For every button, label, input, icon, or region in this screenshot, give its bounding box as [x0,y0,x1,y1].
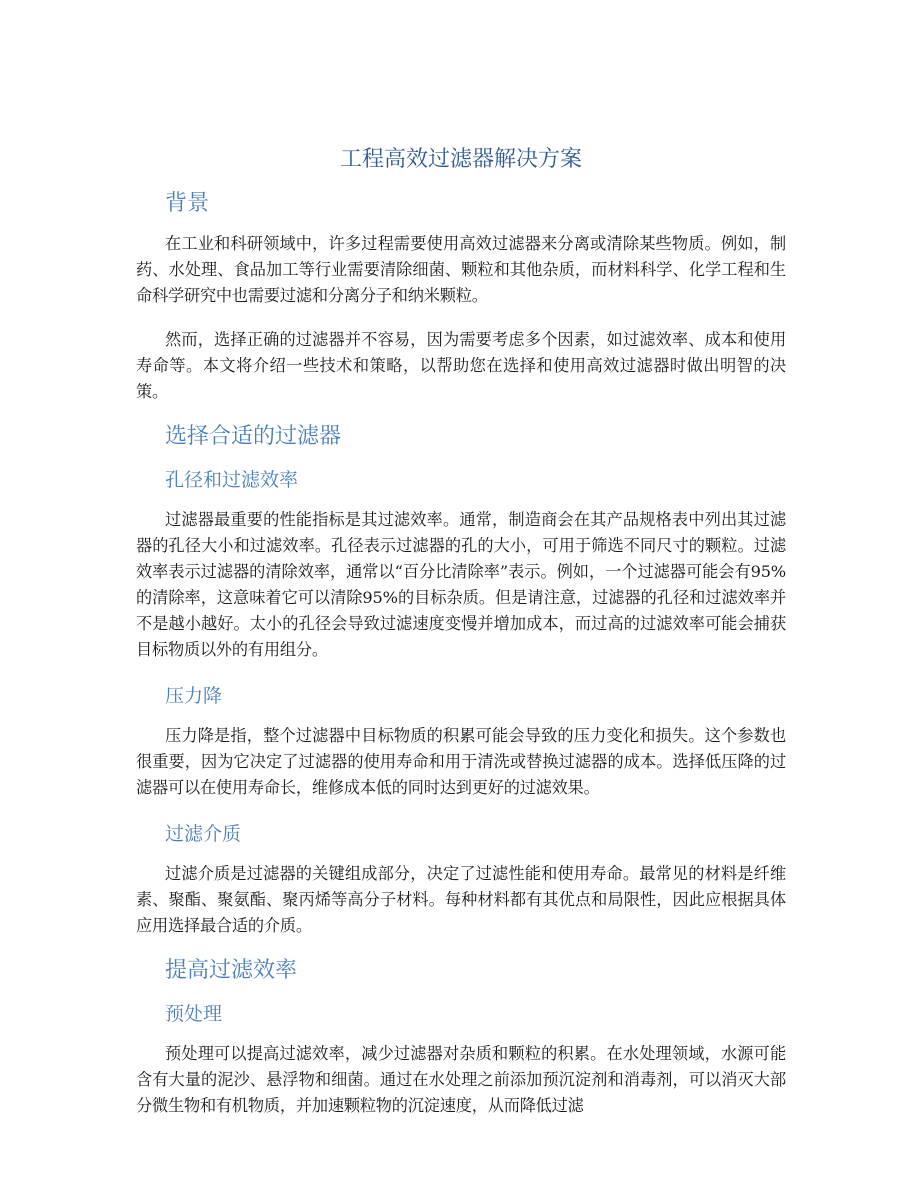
subsection-heading-pore-size: 孔径和过滤效率 [165,469,299,491]
subsection-heading-pressure-drop: 压力降 [165,685,223,707]
document-title: 工程高效过滤器解决方案 [339,147,582,172]
paragraph-pretreatment: 预处理可以提高过滤效率，减少过滤器对杂质和颗粒的积累。在水处理领域，水源可能含有大量的泥沙、悬浮物和细菌。通过在水处理之前添加预沉淀剂和消毒剂，可以消灭大部分微生物和有机物质，并加速颗粒物的沉淀速度，从而降低过滤 [136,1044,786,1115]
section-heading-choose-filter: 选择合适的过滤器 [165,424,342,449]
paragraph-background-2: 然而，选择正确的过滤器并不容易，因为需要考虑多个因素，如过滤效率、成本和使用寿命等。本文将介绍一些技术和策略，以帮助您在选择和使用高效过滤器时做出明智的决策。 [136,330,786,401]
paragraph-background-1: 在工业和科研领域中，许多过程需要使用高效过滤器来分离或清除某些物质。例如，制药、水处理、食品加工等行业需要清除细菌、颗粒和其他杂质，而材料科学、化学工程和生命科学研究中也需要过滤和分离分子和纳米颗粒。 [136,234,786,305]
paragraph-pore-size: 过滤器最重要的性能指标是其过滤效率。通常，制造商会在其产品规格表中列出其过滤器的孔径大小和过滤效率。孔径表示过滤器的孔的大小，可用于筛选不同尺寸的颗粒。过滤效率表示过滤器的清除效率，通常以“百分比清除率”表示。例如，一个过滤器可能会有95%的清除率，这意味着它可以清除95%的目标杂质。但是请注意，过滤器的孔径和过滤效率并不是越小越好。太小的孔径会导致过滤速度变慢并增加成本，而过高的过滤效率可能会捕获目标物质以外的有用组分。 [136,510,786,659]
subsection-heading-pretreatment: 预处理 [165,1003,223,1025]
document-page [136,0,786,1119]
paragraph-filter-media: 过滤介质是过滤器的关键组成部分，决定了过滤性能和使用寿命。最常见的材料是纤维素、聚酯、聚氨酯、聚丙烯等高分子材料。每种材料都有其优点和局限性，因此应根据具体应用选择最合适的介质。 [136,864,786,935]
subsection-heading-filter-media: 过滤介质 [165,823,242,845]
section-heading-improve-efficiency: 提高过滤效率 [165,958,298,983]
paragraph-pressure-drop: 压力降是指，整个过滤器中目标物质的积累可能会导致的压力变化和损失。这个参数也很重要，因为它决定了过滤器的使用寿命和用于清洗或替换过滤器的成本。选择低压降的过滤器可以在使用寿命长，维修成本低的同时达到更好的过滤效果。 [136,726,786,797]
section-heading-background: 背景 [165,191,210,216]
